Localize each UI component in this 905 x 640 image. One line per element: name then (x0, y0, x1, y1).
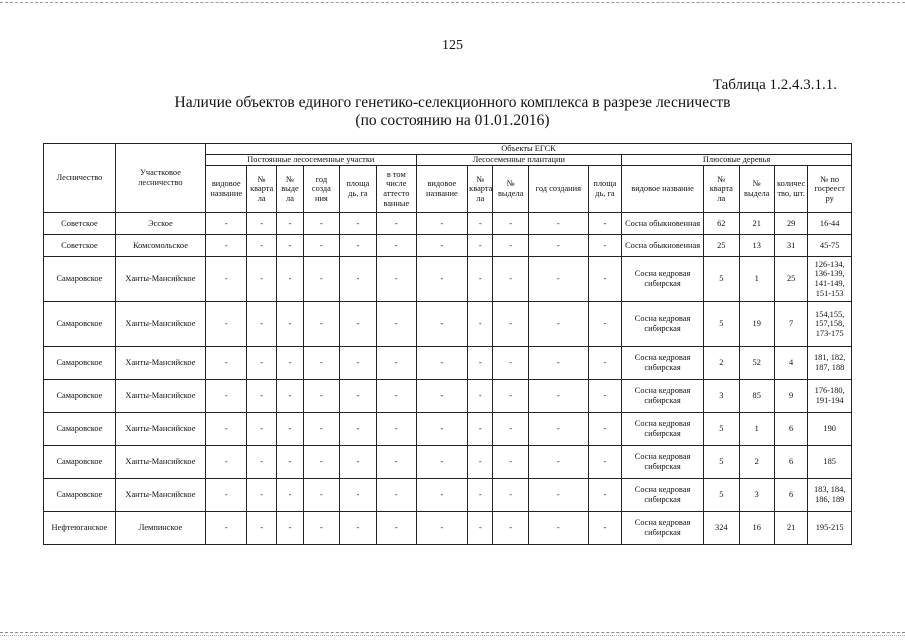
cell-district: Ханты-Мансийское (115, 257, 205, 302)
cell-quarter: 5 (704, 479, 739, 512)
cell-forestry: Советское (44, 213, 116, 235)
col-forestry: Лесничество (44, 144, 116, 213)
cell-quarter: 2 (704, 347, 739, 380)
cell-registry: 185 (808, 446, 852, 479)
cell-plot-2: - (276, 257, 303, 302)
cell-plot-2: - (276, 213, 303, 235)
cell-forestry: Самаровское (44, 380, 116, 413)
cell-plantation-1: - (468, 479, 493, 512)
cell-plot-4: - (339, 347, 376, 380)
cell-plantation-1: - (468, 235, 493, 257)
cell-plantation-1: - (468, 257, 493, 302)
cell-count: 9 (774, 380, 807, 413)
cell-vydel: 3 (739, 479, 774, 512)
cell-registry: 16-44 (808, 213, 852, 235)
g1_cols-4: площа дь, га (339, 166, 376, 213)
page-number: 125 (442, 38, 463, 53)
cell-plantation-2: - (493, 257, 528, 302)
cell-vydel: 16 (739, 512, 774, 545)
cell-plot-4: - (339, 235, 376, 257)
cell-registry: 176-180, 191-194 (808, 380, 852, 413)
cell-plot-5: - (377, 257, 416, 302)
g1_cols-3: год созда ния (304, 166, 339, 213)
cell-count: 25 (774, 257, 807, 302)
cell-plantation-2: - (493, 213, 528, 235)
cell-vydel: 13 (739, 235, 774, 257)
cell-forestry: Самаровское (44, 413, 116, 446)
cell-species: Сосна кедровая сибирская (622, 302, 704, 347)
cell-plot-0: - (205, 213, 247, 235)
cell-species: Сосна кедровая сибирская (622, 446, 704, 479)
cell-plot-5: - (377, 235, 416, 257)
cell-plot-4: - (339, 446, 376, 479)
g2_cols-4: площа дь, га (588, 166, 621, 213)
page-bottom-edge-shadow (0, 635, 905, 636)
cell-plantation-4: - (588, 380, 621, 413)
cell-plot-4: - (339, 512, 376, 545)
g3_cols-0: видовое название (622, 166, 704, 213)
cell-registry: 45-75 (808, 235, 852, 257)
cell-quarter: 5 (704, 257, 739, 302)
cell-plantation-4: - (588, 446, 621, 479)
cell-plantation-0: - (416, 479, 468, 512)
cell-plantation-2: - (493, 413, 528, 446)
document-title: Наличие объектов единого генетико-селекционного комплекса в разрезе лесничеств (174, 94, 731, 111)
cell-count: 6 (774, 479, 807, 512)
cell-forestry: Самаровское (44, 446, 116, 479)
egsk-table (43, 143, 852, 545)
cell-quarter: 324 (704, 512, 739, 545)
cell-plot-1: - (247, 380, 276, 413)
cell-plantation-4: - (588, 257, 621, 302)
cell-plantation-3: - (528, 213, 588, 235)
cell-plantation-3: - (528, 446, 588, 479)
table-row (44, 257, 852, 302)
cell-plot-5: - (377, 413, 416, 446)
cell-quarter: 62 (704, 213, 739, 235)
cell-plot-5: - (377, 347, 416, 380)
cell-plot-5: - (377, 479, 416, 512)
cell-plot-3: - (304, 446, 339, 479)
cell-plot-4: - (339, 213, 376, 235)
cell-count: 21 (774, 512, 807, 545)
cell-plot-5: - (377, 512, 416, 545)
cell-plot-3: - (304, 302, 339, 347)
cell-count: 7 (774, 302, 807, 347)
cell-plot-0: - (205, 302, 247, 347)
cell-plot-3: - (304, 512, 339, 545)
cell-registry: 181, 182, 187, 188 (808, 347, 852, 380)
cell-forestry: Нефтеюганское (44, 512, 116, 545)
cell-plantation-1: - (468, 512, 493, 545)
document-subtitle: (по состоянию на 01.01.2016) (355, 112, 550, 129)
cell-plantation-0: - (416, 413, 468, 446)
cell-quarter: 5 (704, 413, 739, 446)
table-row (44, 235, 852, 257)
table-number: Таблица 1.2.4.3.1.1. (712, 77, 837, 93)
cell-registry: 154,155, 157,158, 173-175 (808, 302, 852, 347)
table-row (44, 413, 852, 446)
table-row (44, 512, 852, 545)
cell-forestry: Самаровское (44, 347, 116, 380)
cell-plantation-4: - (588, 213, 621, 235)
cell-plantation-1: - (468, 213, 493, 235)
cell-plot-0: - (205, 512, 247, 545)
cell-plot-3: - (304, 380, 339, 413)
cell-plot-4: - (339, 257, 376, 302)
g1_cols-5: в том числе аттесто ванные (377, 166, 416, 213)
cell-plantation-2: - (493, 347, 528, 380)
cell-plantation-3: - (528, 413, 588, 446)
cell-district: Ханты-Мансийское (115, 446, 205, 479)
cell-plot-5: - (377, 213, 416, 235)
table-row (44, 479, 852, 512)
cell-plot-1: - (247, 413, 276, 446)
cell-plot-1: - (247, 347, 276, 380)
cell-plot-0: - (205, 257, 247, 302)
table-row (44, 380, 852, 413)
cell-plantation-4: - (588, 302, 621, 347)
g3_cols-3: количес тво, шт. (774, 166, 807, 213)
cell-plantation-3: - (528, 479, 588, 512)
cell-plot-4: - (339, 380, 376, 413)
cell-quarter: 3 (704, 380, 739, 413)
cell-quarter: 5 (704, 446, 739, 479)
g3_cols-1: № кварта ла (704, 166, 739, 213)
cell-plot-5: - (377, 302, 416, 347)
cell-plantation-2: - (493, 380, 528, 413)
cell-plantation-3: - (528, 380, 588, 413)
cell-vydel: 1 (739, 257, 774, 302)
cell-plot-2: - (276, 479, 303, 512)
cell-count: 31 (774, 235, 807, 257)
cell-plot-3: - (304, 257, 339, 302)
cell-plot-2: - (276, 302, 303, 347)
page-top-edge (0, 2, 905, 3)
cell-plantation-3: - (528, 235, 588, 257)
cell-plot-4: - (339, 302, 376, 347)
group-seed-plantations: Лесосеменные плантации (416, 155, 622, 166)
cell-plot-3: - (304, 347, 339, 380)
g2_cols-3: год создания (528, 166, 588, 213)
cell-plot-3: - (304, 213, 339, 235)
cell-plantation-1: - (468, 446, 493, 479)
cell-plot-5: - (377, 380, 416, 413)
col-district: Участковое лесничество (115, 144, 205, 213)
cell-registry: 190 (808, 413, 852, 446)
cell-count: 4 (774, 347, 807, 380)
cell-plot-1: - (247, 302, 276, 347)
cell-registry: 195-215 (808, 512, 852, 545)
cell-plot-0: - (205, 347, 247, 380)
cell-plantation-1: - (468, 413, 493, 446)
cell-plot-2: - (276, 413, 303, 446)
cell-plantation-3: - (528, 347, 588, 380)
cell-plantation-1: - (468, 347, 493, 380)
cell-species: Сосна кедровая сибирская (622, 413, 704, 446)
cell-count: 6 (774, 413, 807, 446)
cell-plot-3: - (304, 413, 339, 446)
cell-plot-1: - (247, 479, 276, 512)
table-row (44, 302, 852, 347)
cell-registry: 183, 184, 186, 189 (808, 479, 852, 512)
cell-forestry: Советское (44, 235, 116, 257)
cell-plantation-2: - (493, 479, 528, 512)
cell-plot-2: - (276, 347, 303, 380)
col-egsk: Объекты ЕГСК (205, 144, 851, 155)
cell-plantation-0: - (416, 446, 468, 479)
cell-plantation-1: - (468, 302, 493, 347)
cell-plot-1: - (247, 512, 276, 545)
g1_cols-2: № выде ла (276, 166, 303, 213)
cell-plot-0: - (205, 479, 247, 512)
cell-vydel: 21 (739, 213, 774, 235)
cell-district: Ханты-Мансийское (115, 380, 205, 413)
cell-district: Комсомольское (115, 235, 205, 257)
cell-vydel: 85 (739, 380, 774, 413)
table-row (44, 446, 852, 479)
cell-count: 6 (774, 446, 807, 479)
cell-plot-3: - (304, 235, 339, 257)
cell-species: Сосна кедровая сибирская (622, 257, 704, 302)
cell-plot-1: - (247, 235, 276, 257)
cell-plot-0: - (205, 380, 247, 413)
table-header (44, 144, 852, 213)
cell-forestry: Самаровское (44, 302, 116, 347)
cell-plot-0: - (205, 413, 247, 446)
cell-registry: 126-134, 136-139, 141-149, 151-153 (808, 257, 852, 302)
cell-plantation-4: - (588, 479, 621, 512)
cell-plot-4: - (339, 479, 376, 512)
cell-district: Лемпинское (115, 512, 205, 545)
g2_cols-2: № выдела (493, 166, 528, 213)
g1_cols-1: № кварта ла (247, 166, 276, 213)
cell-species: Сосна кедровая сибирская (622, 347, 704, 380)
cell-plot-1: - (247, 446, 276, 479)
cell-plantation-2: - (493, 446, 528, 479)
cell-forestry: Самаровское (44, 257, 116, 302)
cell-district: Ханты-Мансийское (115, 302, 205, 347)
cell-plantation-0: - (416, 257, 468, 302)
cell-forestry: Самаровское (44, 479, 116, 512)
cell-plot-5: - (377, 446, 416, 479)
cell-count: 29 (774, 213, 807, 235)
cell-plot-1: - (247, 213, 276, 235)
cell-quarter: 25 (704, 235, 739, 257)
cell-plot-3: - (304, 479, 339, 512)
cell-vydel: 1 (739, 413, 774, 446)
table-row (44, 213, 852, 235)
cell-plantation-2: - (493, 512, 528, 545)
cell-plot-0: - (205, 446, 247, 479)
g2_cols-0: видовое название (416, 166, 468, 213)
cell-species: Сосна кедровая сибирская (622, 512, 704, 545)
cell-plot-0: - (205, 235, 247, 257)
cell-vydel: 52 (739, 347, 774, 380)
g3_cols-2: № выдела (739, 166, 774, 213)
cell-district: Ханты-Мансийское (115, 479, 205, 512)
cell-quarter: 5 (704, 302, 739, 347)
cell-plantation-3: - (528, 302, 588, 347)
cell-district: Ханты-Мансийское (115, 347, 205, 380)
cell-plantation-0: - (416, 302, 468, 347)
cell-plantation-3: - (528, 257, 588, 302)
cell-species: Сосна обыкновенная (622, 213, 704, 235)
cell-plot-2: - (276, 235, 303, 257)
cell-plantation-0: - (416, 235, 468, 257)
cell-plantation-0: - (416, 213, 468, 235)
cell-vydel: 2 (739, 446, 774, 479)
cell-species: Сосна кедровая сибирская (622, 380, 704, 413)
cell-plantation-0: - (416, 512, 468, 545)
cell-plantation-1: - (468, 380, 493, 413)
cell-plot-2: - (276, 446, 303, 479)
table-body (44, 213, 852, 545)
cell-species: Сосна кедровая сибирская (622, 479, 704, 512)
cell-plantation-4: - (588, 512, 621, 545)
cell-plantation-0: - (416, 347, 468, 380)
cell-plantation-2: - (493, 302, 528, 347)
cell-plot-2: - (276, 512, 303, 545)
table-row (44, 347, 852, 380)
cell-plantation-2: - (493, 235, 528, 257)
group-plus-trees: Плюсовые деревья (622, 155, 852, 166)
cell-district: Ханты-Мансийское (115, 413, 205, 446)
cell-plantation-0: - (416, 380, 468, 413)
g2_cols-1: № кварта ла (468, 166, 493, 213)
cell-vydel: 19 (739, 302, 774, 347)
g1_cols-0: видовое название (205, 166, 247, 213)
cell-plot-2: - (276, 380, 303, 413)
cell-plot-4: - (339, 413, 376, 446)
cell-district: Эсское (115, 213, 205, 235)
g3_cols-4: № по госреест ру (808, 166, 852, 213)
cell-plantation-3: - (528, 512, 588, 545)
cell-plantation-4: - (588, 347, 621, 380)
cell-plot-1: - (247, 257, 276, 302)
cell-plantation-4: - (588, 413, 621, 446)
cell-species: Сосна обыкновенная (622, 235, 704, 257)
cell-plantation-4: - (588, 235, 621, 257)
group-permanent-plots: Постоянные лесосеменные участки (205, 155, 416, 166)
page-bottom-edge (0, 632, 905, 633)
